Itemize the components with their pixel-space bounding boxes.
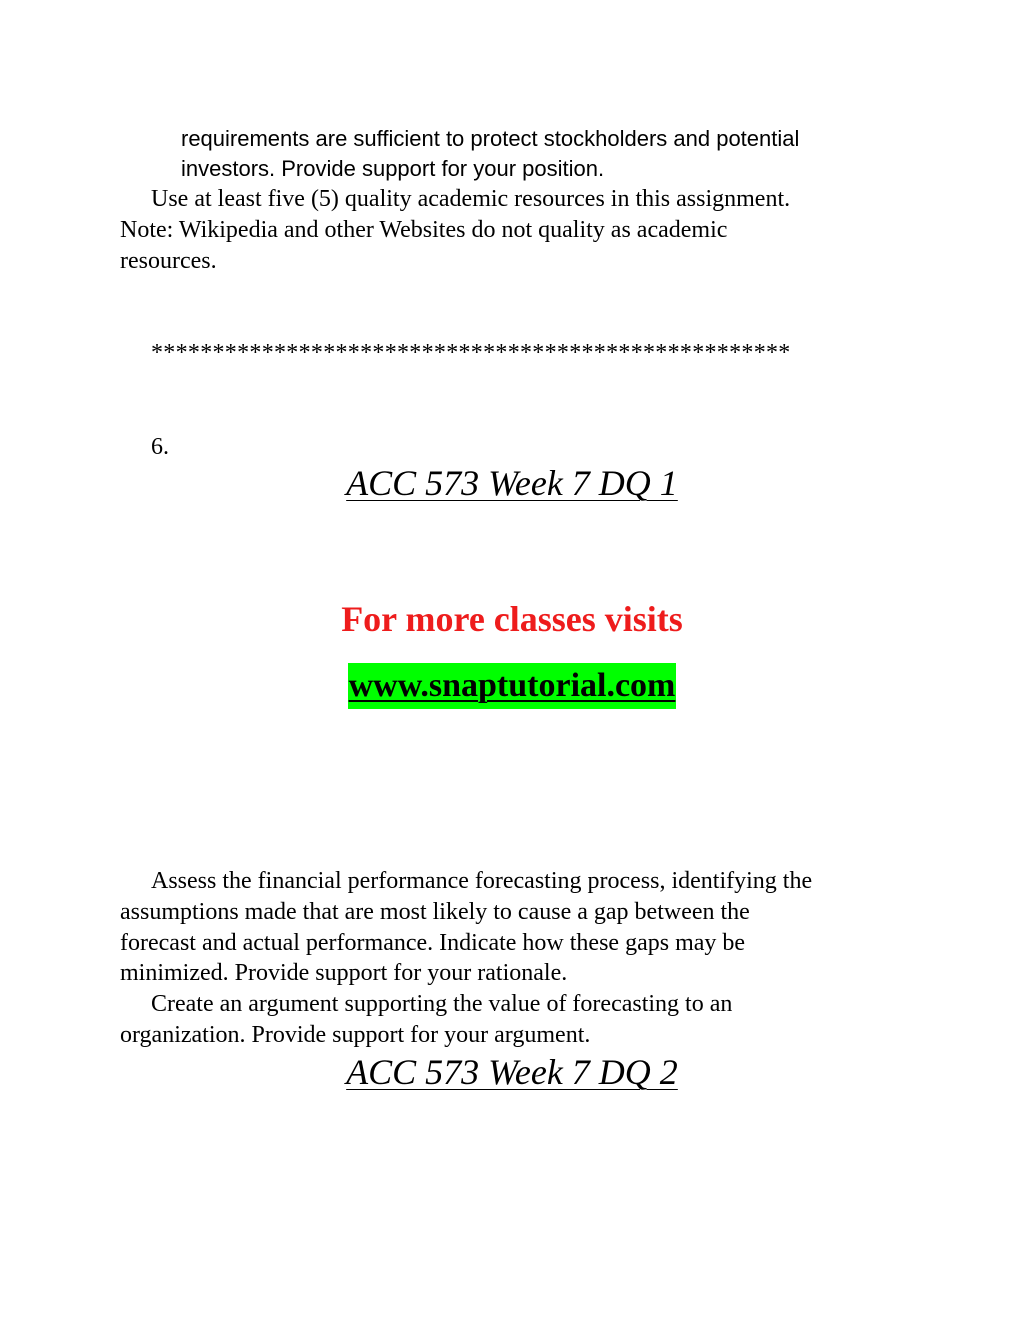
asterisk-separator: **************************************************** [151,340,791,366]
dq2-heading: ACC 573 Week 7 DQ 2 [346,1052,678,1092]
snaptutorial-link[interactable]: www.snaptutorial.com [348,663,677,709]
dq1-heading: ACC 573 Week 7 DQ 1 [346,463,678,503]
intro-line-1: requirements are sufficient to protect stockholders and potential [181,126,800,151]
intro-line-3: Use at least five (5) quality academic resources in this assignment. [151,186,791,212]
body-line-5: Create an argument supporting the value of forecasting to an [151,991,733,1017]
body-line-1: Assess the financial performance forecasting process, identifying the [151,868,813,894]
intro-line-5: resources. [120,248,217,274]
body-line-4: minimized. Provide support for your rationale. [120,960,568,986]
item-number: 6. [151,434,169,460]
body-line-2: assumptions made that are most likely to cause a gap between the [120,899,750,925]
intro-line-2: investors. Provide support for your position. [181,156,605,181]
body-line-6: organization. Provide support for your argument. [120,1022,591,1048]
intro-line-4: Note: Wikipedia and other Websites do not quality as academic [120,217,728,243]
promo-tagline: For more classes visits [341,599,683,639]
body-line-3: forecast and actual performance. Indicate how these gaps may be [120,930,746,956]
